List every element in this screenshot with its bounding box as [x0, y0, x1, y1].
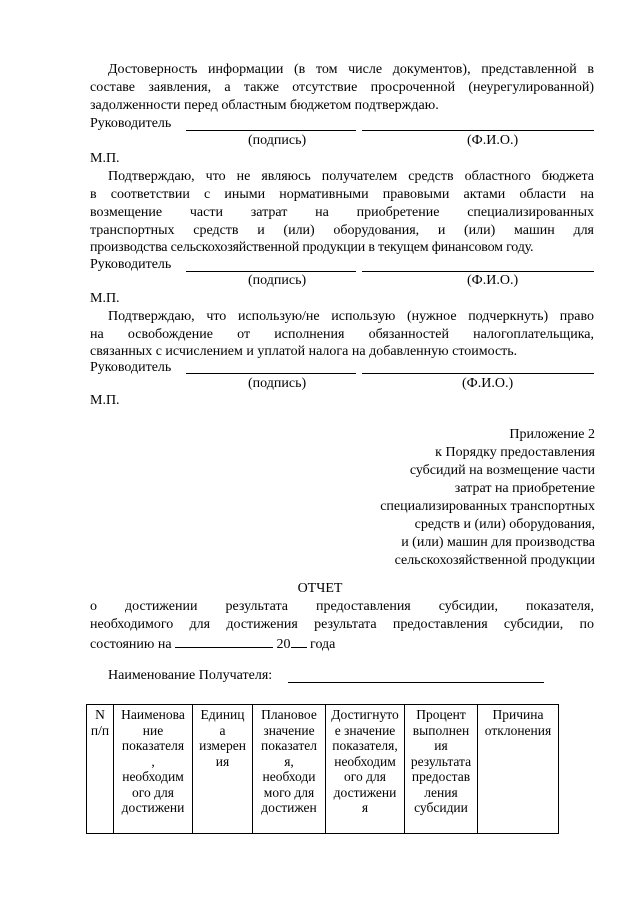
- appendix-line-5: специализированных транспортных: [380, 499, 595, 514]
- header-cell-number: N п/п: [87, 705, 114, 834]
- block1-name-caption: (Ф.И.О.): [467, 133, 519, 148]
- block2-name-line: [362, 271, 594, 272]
- report-line-2: необходимого для достижения результата предоставления субсидии, по: [90, 617, 594, 632]
- block3-line-1: Подтверждаю, что использую/не использую (нужное подчеркнуть) право: [108, 309, 594, 324]
- block3-signature-caption: (подпись): [248, 376, 307, 391]
- block3-name-line: [362, 373, 594, 374]
- report-date-suffix: года: [310, 637, 336, 652]
- block1-line-3: задолженности перед областным бюджетом подтверждаю.: [90, 98, 439, 113]
- block3-signature-line: [186, 373, 356, 374]
- header-cell-planned-value: Плановое значение показател я, необходи мого для достижен: [253, 705, 326, 834]
- table-header-row: [87, 705, 559, 834]
- block3-stamp: М.П.: [90, 393, 120, 408]
- block2-line-5: производства сельскохозяйственной продукции в текущем финансовом году.: [90, 240, 534, 255]
- block2-line-4: транспортных средств и (или) оборудования, и (или) машин для: [90, 223, 594, 238]
- appendix-line-1: Приложение 2: [509, 427, 595, 442]
- block3-line-2: на освобождение от исполнения обязанностей налогоплательщика,: [90, 327, 594, 342]
- block2-stamp: М.П.: [90, 291, 120, 306]
- appendix-line-4: затрат на приобретение: [454, 481, 595, 496]
- appendix-line-7: и (или) машин для производства: [401, 535, 595, 550]
- block2-line-3: возмещение части затрат на приобретение специализированных: [90, 205, 594, 220]
- block3-line-3: связанных с исчислением и уплатой налога на добавленную стоимость.: [90, 344, 518, 359]
- block1-signature-line: [186, 130, 356, 131]
- block1-head-label: Руководитель: [90, 116, 172, 131]
- report-line-1: о достижении результата предоставления субсидии, показателя,: [90, 599, 594, 614]
- report-date-mid: 20: [276, 637, 291, 652]
- header-cell-indicator-name: Наименова ние показателя , необходим ого для достижени: [114, 705, 193, 834]
- block1-line-1: Достоверность информации (в том числе документов), представленной в: [108, 62, 594, 77]
- block2-head-label: Руководитель: [90, 257, 172, 272]
- block1-stamp: М.П.: [90, 151, 120, 166]
- block1-line-2: составе заявления, а также отсутствие просроченной (неурегулированной): [90, 80, 594, 95]
- block1-signature-caption: (подпись): [248, 133, 307, 148]
- block2-line-2: в соответствии с иными нормативными правовыми актами области на: [90, 187, 594, 202]
- recipient-blank: [288, 682, 544, 683]
- block2-name-caption: (Ф.И.О.): [467, 273, 519, 288]
- appendix-line-2: к Порядку предоставления: [435, 445, 595, 460]
- report-year-blank: [291, 635, 307, 648]
- report-date-prefix: состоянию на: [90, 637, 172, 652]
- header-cell-percent: Процент выполнен ия результата предостав ления субсидии: [405, 705, 478, 834]
- header-cell-unit: Единиц а измерен ия: [193, 705, 253, 834]
- block2-signature-line: [186, 271, 356, 272]
- report-date-line: [90, 635, 335, 653]
- block1-name-line: [362, 130, 594, 131]
- block3-head-label: Руководитель: [90, 360, 172, 375]
- header-cell-deviation-reason: Причина отклонения: [478, 705, 559, 834]
- block3-name-caption: (Ф.И.О.): [462, 376, 514, 391]
- appendix-line-3: субсидий на возмещение части: [409, 463, 595, 478]
- report-date-blank: [175, 635, 273, 648]
- report-table: [86, 704, 559, 834]
- block2-signature-caption: (подпись): [248, 273, 307, 288]
- appendix-line-6: средств и (или) оборудования,: [414, 517, 595, 532]
- block2-line-1: Подтверждаю, что не являюсь получателем средств областного бюджета: [108, 169, 594, 184]
- report-title: ОТЧЕТ: [297, 581, 343, 596]
- header-cell-achieved-value: Достигнуто е значение показателя, необходим ого для достижени я: [326, 705, 405, 834]
- recipient-label: Наименование Получателя:: [108, 668, 273, 683]
- appendix-line-8: сельскохозяйственной продукции: [394, 553, 595, 568]
